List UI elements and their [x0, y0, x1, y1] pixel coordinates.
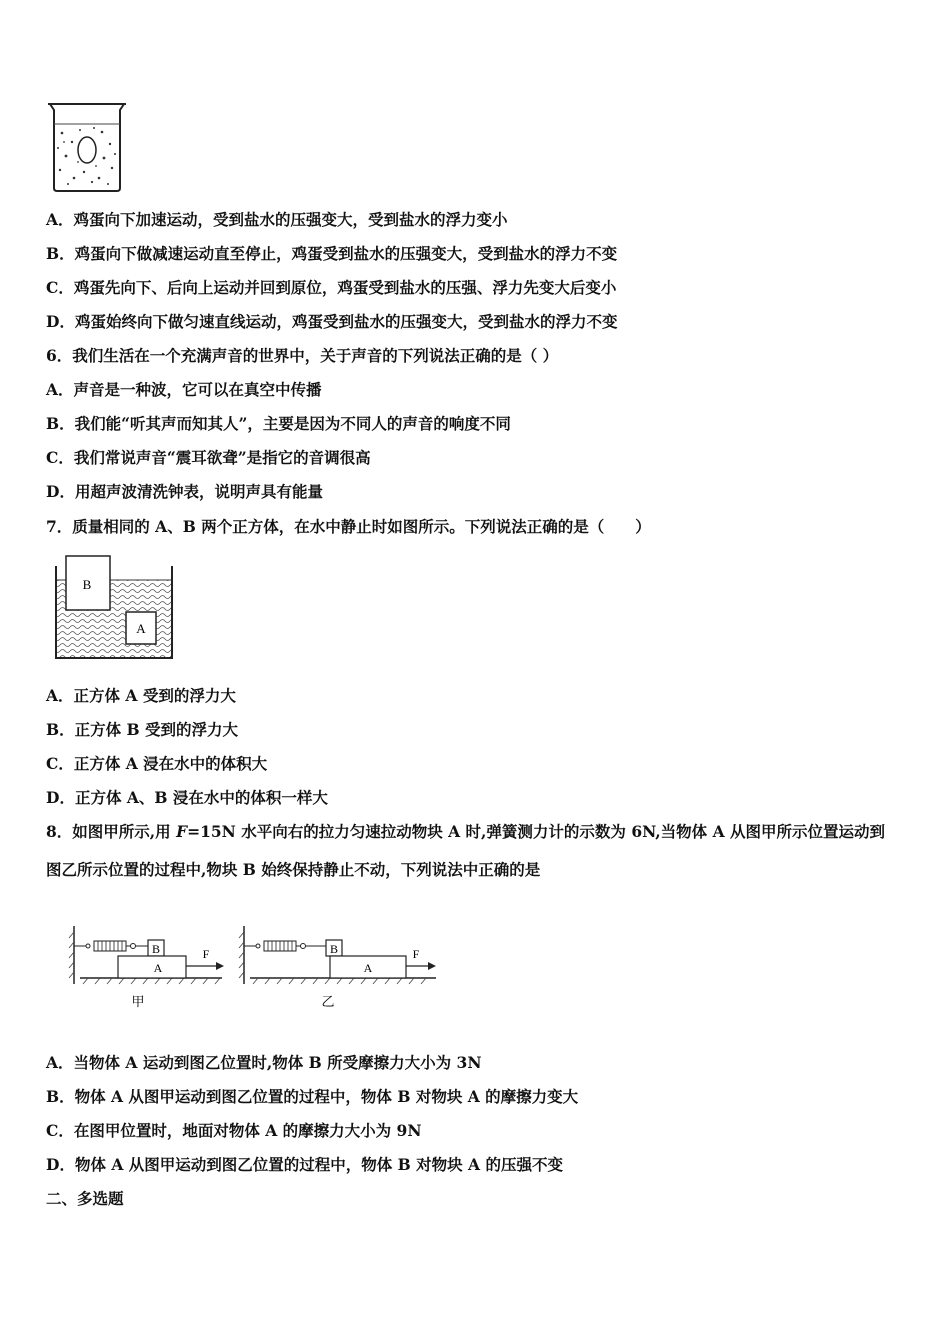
q8-stem-line1	[46, 822, 885, 842]
q8-stem-line2: 图乙所示位置的过程中,物块 B 始终保持静止不动，下列说法中正确的是	[46, 860, 541, 879]
svg-text:B: B	[329, 942, 339, 956]
q8-option-c: C．在图甲位置时，地面对物体 A 的摩擦力大小为 9N	[46, 1121, 422, 1140]
svg-text:A: A	[153, 961, 163, 975]
svg-text:A: A	[363, 961, 373, 975]
q8-option-b: B．物体 A 从图甲运动到图乙位置的过程中，物体 B 对物块 A 的摩擦力变大	[46, 1087, 579, 1106]
q6-option-c: C．我们常说声音“震耳欲聋”是指它的音调很高	[46, 448, 371, 467]
q5-option-a: A．鸡蛋向下加速运动，受到盐水的压强变大，受到盐水的浮力变小	[46, 210, 508, 229]
q7-stem: 7．质量相同的 A、B 两个正方体，在水中静止时如图所示。下列说法正确的是（ ）	[46, 517, 651, 536]
q6-stem: 6．我们生活在一个充满声音的世界中，关于声音的下列说法正确的是（ ）	[46, 346, 559, 365]
water-cubes-figure	[50, 552, 180, 664]
q8-option-a: A．当物体 A 运动到图乙位置时,物体 B 所受摩擦力大小为 3N	[46, 1053, 482, 1072]
q7-option-c: C．正方体 A 浸在水中的体积大	[46, 754, 268, 773]
q8-stem-suffix: =15N 水平向右的拉力匀速拉动物块 A 时,弹簧测力计的示数为 6N,当物体 A 从图甲所示位置运动到	[187, 822, 886, 841]
svg-text:B: B	[151, 942, 161, 956]
section-heading: 二、多选题	[46, 1189, 124, 1208]
q7-option-b: B．正方体 B 受到的浮力大	[46, 720, 238, 739]
q6-option-b: B．我们能“听其声而知其人”，主要是因为不同人的声音的响度不同	[46, 414, 511, 433]
svg-text:F: F	[412, 947, 420, 961]
q5-option-c: C．鸡蛋先向下、后向上运动并回到原位，鸡蛋受到盐水的压强、浮力先变大后变小	[46, 278, 617, 297]
q8-option-d: D．物体 A 从图甲运动到图乙位置的过程中，物体 B 对物块 A 的压强不变	[46, 1155, 563, 1174]
q7-option-d: D．正方体 A、B 浸在水中的体积一样大	[46, 788, 328, 807]
svg-text:F: F	[202, 947, 210, 961]
beaker-egg-figure	[44, 98, 130, 194]
q8-force-variable: F	[176, 822, 188, 841]
cube-b-label: B	[82, 577, 92, 592]
caption-jia: 甲	[131, 994, 145, 1009]
q6-option-d: D．用超声波清洗钟表，说明声具有能量	[46, 482, 323, 501]
panel-yi	[239, 926, 436, 1009]
q8-stem-prefix: 8．如图甲所示,用	[46, 822, 177, 841]
cube-a-label: A	[136, 621, 146, 636]
panel-jia	[69, 926, 224, 1009]
caption-yi: 乙	[321, 994, 335, 1009]
q5-option-d: D．鸡蛋始终向下做匀速直线运动，鸡蛋受到盐水的压强变大，受到盐水的浮力不变	[46, 312, 618, 331]
q6-option-a: A．声音是一种波，它可以在真空中传播	[46, 380, 322, 399]
block-a-jia	[118, 956, 186, 978]
q7-option-a: A．正方体 A 受到的浮力大	[46, 686, 236, 705]
q5-option-b: B．鸡蛋向下做减速运动直至停止，鸡蛋受到盐水的压强变大，受到盐水的浮力不变	[46, 244, 618, 263]
spring-blocks-figure	[66, 922, 446, 1014]
